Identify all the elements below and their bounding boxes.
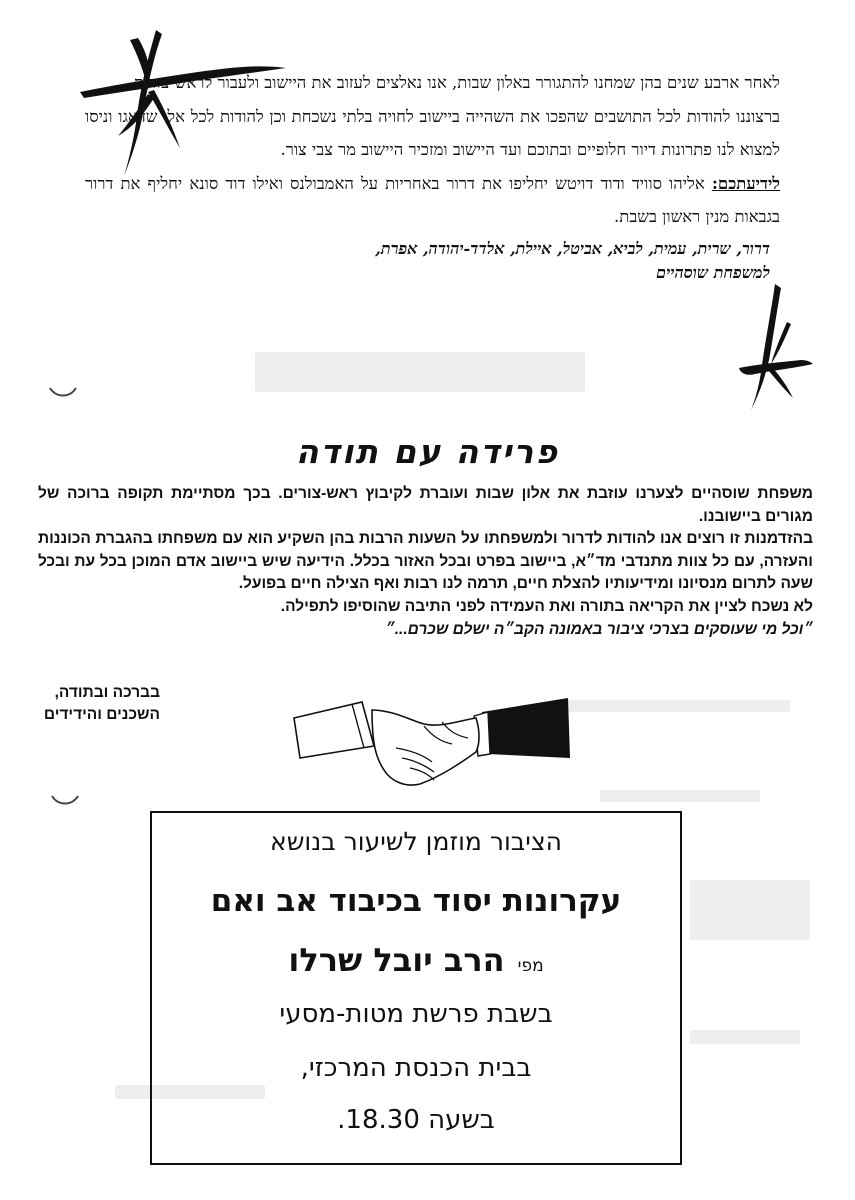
family-signature [210,237,770,285]
article-title: פרידה עם תודה [295,432,560,471]
lecture-speaker: הרב יובל שרלו [288,941,505,979]
hole-punch-mark-icon [50,792,80,808]
signature-names: דרור, שרית, עמית, לביא, אביטל, איילת, אלדד-יהודה, אפרת, [375,239,770,258]
article-paragraph: לא נשכח לציין את הקריאה בתורה ואת העמידה לפני התיבה שהוסיפו לתפילה. [280,597,813,615]
show-through-mark [255,352,585,392]
thanks-article-body [38,483,813,641]
show-through-mark [600,790,760,802]
hole-punch-mark-icon [48,384,78,400]
article-paragraph: משפחת שוסהיים לצערנו עוזבת את אלון שבות ועוברת לקיבוץ ראש-צורים. בכך מסתיימת תקופה ברוכה של מגורים ביישובנו. [38,485,813,525]
lecture-by: מפי [517,956,544,976]
article-signature [10,682,160,726]
notice-announcement [85,167,780,233]
ribbon-ornament-icon [735,282,815,412]
article-paragraph: בהזדמנות זו רוצים אנו להודות לדרור ולמשפחתו על השעות הרבות בהן השקיע הוא עם משפחתו בהגברת הכוננות והעזרה, עם כל צוות מתנדבי מד״א, ביישוב בפרט ובכל האזור בכלל. הידיעה שיש ביישוב אדם המוכן בכל עת ובכל שעה לתרום מנסיונו ומידיעותיו להצלת חיים, תרמה לנו רבות ואף הצילה חיים בפועל. [38,530,813,593]
notice-text: אליהו סוויד ודוד דויטש יחליפו את דרור באחריות על האמבולנס ואילו דוד סונא יחליף את דרור בגבאות מנין ראשון בשבת. [85,174,780,226]
lecture-topic: עקרונות יסוד בכיבוד אב ואם [210,883,622,919]
farewell-notice [85,66,780,285]
notice-lead: לידיעתכם: [711,174,780,193]
signature-line: בברכה ובתודה, [54,684,160,701]
lecture-speaker-line [152,941,680,979]
lecture-location: בבית הכנסת המרכזי, [300,1053,532,1083]
signature-family: למשפחת שוסהיים [656,263,770,282]
lecture-time: בשעה 18.30. [337,1105,495,1135]
show-through-mark [560,700,790,712]
show-through-mark [690,1030,800,1044]
lecture-invite: הציבור מוזמן לשיעור בנושא [270,827,562,856]
lecture-announcement-box [150,811,682,1165]
signature-line: השכנים והידידים [43,706,160,723]
notice-paragraph: ברצוננו להודות לכל התושבים שהפכו את השהייה ביישוב לחויה בלתי נשכחת וכן להודות לכל אלו שדאגו וניסו למצוא לנו פתרונות דיור חלופיים ובתוכם ועד היישוב ומזכיר היישוב מר צבי צור. [85,107,780,159]
article-quote: ״וכל מי שעוסקים בצרכי ציבור באמונה הקב״ה ישלם שכרם...״ [385,620,813,638]
show-through-mark [690,880,810,940]
notice-paragraph: לאחר ארבע שנים בהן שמחנו להתגורר באלון שבות, אנו נאלצים לעזוב את היישוב ולעבור לראש-צורים. [128,73,780,92]
lecture-date: בשבת פרשת מטות-מסעי [279,999,553,1029]
handshake-icon [292,696,572,788]
